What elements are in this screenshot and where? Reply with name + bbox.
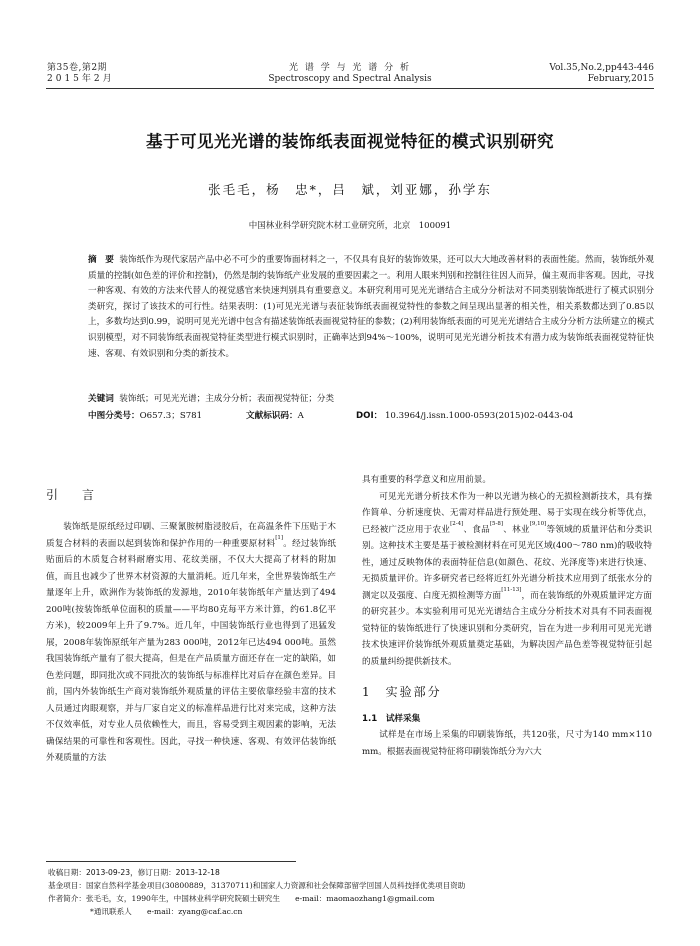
issue-date-cn: 2015年2月 — [47, 74, 115, 84]
citation-2-4: [2-4] — [450, 520, 464, 527]
left-column — [46, 519, 336, 767]
received-dates: 收稿日期：2013-09-23，修订日期：2013-12-18 — [48, 868, 220, 877]
footnotes — [48, 866, 654, 918]
intro-p1-text-a: 装饰纸是原纸经过印刷、三聚氰胺树脂浸胶后，在高温条件下压贴于木质复合材料的表面以起到装饰和保护作用的一种重要原材料 — [46, 522, 336, 549]
affiliation: 中国林业科学研究院木材工业研究所，北京 100091 — [248, 221, 452, 231]
intro-paragraph-2 — [362, 489, 652, 671]
intro-p2-text-c: 、林业 — [503, 524, 530, 535]
journal-title-en: Spectroscopy and Spectral Analysis — [268, 74, 432, 84]
citation-9-10: [9,10] — [529, 520, 547, 527]
citation-5-8: [5-8] — [489, 520, 504, 527]
volume-pages: Vol.35,No.2,pp443-446 — [549, 63, 654, 73]
intro-p2-text-d: 等领域的质量评估和分类识别。这种技术主要是基于被检测材料在可见光区域(400～780 nm)的吸收特性，通过反映物体的表面特征信息(如颜色、花纹、光泽度等)来进行快速、无损质量评价。许多研究者已经将近红外光谱分析技术应用到了纸张水分的测定以及强度、白度无损检测等方面 — [362, 524, 652, 601]
intro-p1-continuation: 具有重要的科学意义和应用前景。 — [362, 475, 491, 485]
intro-p2-text-b: 、食品 — [463, 524, 490, 535]
intro-paragraph-1 — [46, 519, 336, 767]
author-list: 张毛毛，杨 忠*，吕 斌，刘亚娜，孙学东 — [208, 182, 492, 197]
author-bio: 作者简介：张毛毛，女，1990年生，中国林业科学研究院硕士研究生 e-mail：maomaozhang1@gmail.com — [48, 894, 435, 903]
clc-value: O657.3；S781 — [139, 411, 203, 421]
clc-label: 中图分类号： — [88, 411, 140, 421]
intro-p2-text-a: 可见光光谱分析技术作为一种以光谱为核心的无损检测新技术，具有操作简单、分析速度快、无需对样品进行预处理、易于实现在线分析等优点，已经被广泛应用于农业 — [362, 491, 652, 535]
corresponding-author: *通讯联系人 e-mail：zyang@caf.ac.cn — [90, 907, 243, 916]
paper-title: 基于可见光光谱的装饰纸表面视觉特征的模式识别研究 — [146, 132, 554, 151]
footnote-divider — [46, 861, 296, 862]
keywords-label: 关键词 — [88, 394, 114, 404]
intro-heading: 引 言 — [46, 488, 101, 502]
abstract-text: 装饰纸作为现代家居产品中必不可少的重要饰面材料之一，不仅具有良好的装饰效果，还可以大大地改善材料的表面性能。然而，装饰纸外观质量的控制(如色差的评价和控制)，仍然是制约装饰纸产业发展的重要因素之一。利用人眼来判别和控制往往因人而异，偏主观而非客观。因此，寻找一种客观、有效的方法来代替人的视觉感官来快速判别具有重要意义。本研究利用可见光光谱结合主成分分析法对不同类别装饰纸进行了模式识别分类研究，探讨了该技术的可行性。结果表明：(1)可见光光谱与表征装饰纸表面视觉特性的参数之间呈现出显著的相关性，相关系数都达到了0.85以上，多数均达到0.99，说明可见光光谱中包含有描述装饰纸表面视觉特征的参数；(2)利用装饰纸表面的可见光光谱结合主成分分析方法所建立的模式识别模型，对不同装饰纸表面视觉特征类型进行模式识别时，正确率达到94%～100%，说明可见光光谱分析技术有潜力成为装饰纸表面视觉特征快速、客观、有效识别和分类的新技术。 — [88, 255, 654, 359]
running-header-center — [230, 63, 470, 85]
doc-code-value: A — [297, 411, 304, 421]
subsection-1-1-heading: 1.1 试样采集 — [362, 713, 421, 724]
doi-label: DOI： — [356, 411, 383, 421]
abstract-label: 摘 要 — [88, 255, 114, 265]
keywords-text: 装饰纸；可见光光谱；主成分分析；表面视觉特征；分类 — [119, 394, 335, 404]
journal-title-cn: 光 谱 学 与 光 谱 分 析 — [288, 63, 412, 73]
running-header-left — [47, 63, 115, 85]
running-header-right — [549, 63, 654, 85]
issue-date-en: February,2015 — [587, 74, 654, 84]
doc-code-label: 文献标识码： — [246, 411, 298, 421]
citation-1: [1] — [275, 534, 284, 541]
classification-line — [88, 409, 654, 424]
keywords — [88, 392, 654, 407]
right-column — [362, 472, 652, 760]
citation-11-13: [11-13] — [501, 586, 522, 593]
funding-note: 基金项目：国家自然科学基金项目(30800889，31370711)和国家人力资源和社会保障部留学回国人员科技择优类项目资助 — [48, 881, 466, 890]
doi-value: 10.3964/j.issn.1000-0593(2015)02-0443-04 — [384, 411, 574, 421]
intro-p1-text-b: 。经过装饰纸贴面后的木质复合材料耐磨实用、花纹美丽，不仅大大提高了材料的附加值，而且也减少了世界木材资源的大量消耗。近几年来，全世界装饰纸生产量逐年上升，欧洲作为装饰纸的发源地，2010年装饰纸年产量达到了494 200吨(按装饰纸单位面积的质量——平均80克每平方米计算，约61.8亿平方米)，较2009年上升了9.7%。近几年，中国装饰纸行业也得到了迅猛发展，2008年装饰原纸年产量为283 000吨，2012年已达494 000吨。虽然我国装饰纸产量有了很大提高，但是在产品质量方面还存在一定的缺陷，如色差问题，即同批次或不同批次的装饰纸与标准样比对后存在颜色差异。目前，国内外装饰纸生产商对装饰纸外观质量的评估主要依靠经验丰富的技术人员通过肉眼观察，并与厂家自定义的标准样品进行比对来完成，这种方法不仅效率低，对专业人员依赖性大，而且，容易受到主观因素的影响，无法确保结果的可靠性和客观性。因此，寻找一种快速、客观、有效评估装饰纸外观质量的方法 — [46, 538, 336, 763]
abstract — [88, 253, 654, 362]
header-divider — [46, 88, 654, 89]
section-1-heading: 1 实验部分 — [362, 685, 442, 699]
volume-issue: 第35卷,第2期 — [47, 63, 108, 73]
section-1-1-text: 试样是在市场上采集的印刷装饰纸，共120张，尺寸为140 mm×110 mm。根据表面视觉特征将印刷装饰纸分为六大 — [362, 730, 652, 757]
intro-p2-text-e: ，而在装饰纸的外观质量评定方面的研究甚少。本实验利用可见光光谱结合主成分分析技术对具有不同表面视觉特征的装饰纸进行了快速识别和分类研究，旨在为进一步利用可见光光谱技术快速评价装饰纸外观质量奠定基础，为解决因产品色差等视觉特征引起的质量纠纷提供新技术。 — [362, 590, 652, 667]
